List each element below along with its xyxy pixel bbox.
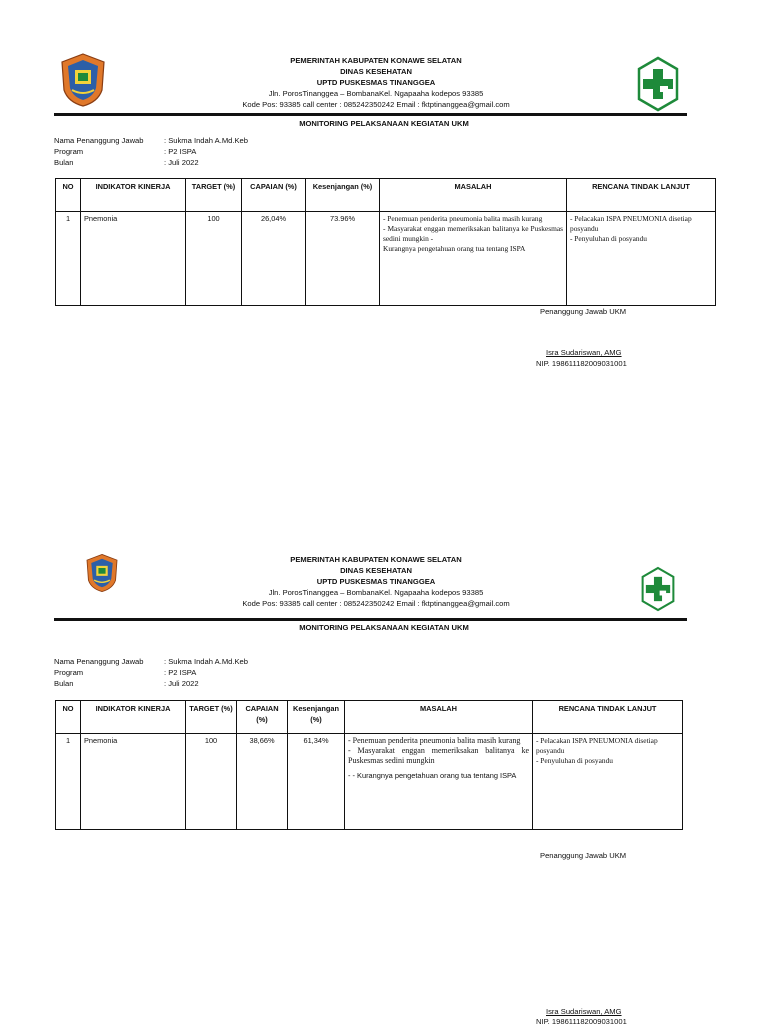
table-row xyxy=(56,212,716,306)
masalah-item: - - Kurangnya pengetahuan orang tua tentang ISPA xyxy=(348,771,517,780)
col-rencana: RENCANA TINDAK LANJUT xyxy=(567,179,716,212)
unit-name: UPTD PUSKESMAS TINANGGEA xyxy=(316,78,436,87)
col-capaian: CAPAIAN (%) xyxy=(237,701,288,734)
col-masalah: MASALAH xyxy=(345,701,533,734)
masalah-item: - Penemuan penderita pneumonia balita masih kurang xyxy=(383,214,543,223)
cell-kesenjangan: 61,34% xyxy=(288,734,345,830)
table-header-row xyxy=(56,179,716,212)
rencana-item: - Pelacakan ISPA PNEUMONIA disetiap posyandu xyxy=(536,736,658,755)
signature-role: Penanggung Jawab UKM xyxy=(540,307,627,316)
meta-block xyxy=(54,656,248,689)
col-target: TARGET (%) xyxy=(186,179,242,212)
header-rule xyxy=(54,618,687,621)
col-indikator: INDIKATOR KINERJA xyxy=(81,701,186,734)
contact: Kode Pos: 93385 call center : 085242350242 Email : fktptinanggea@gmail.com xyxy=(242,100,510,109)
col-no: NO xyxy=(56,701,81,734)
col-no: NO xyxy=(56,179,81,212)
meta-block xyxy=(54,135,248,168)
col-target: TARGET (%) xyxy=(186,701,237,734)
cell-indikator: Pnemonia xyxy=(81,734,186,830)
table-row xyxy=(56,734,683,830)
cell-no: 1 xyxy=(56,734,81,830)
unit-name: UPTD PUSKESMAS TINANGGEA xyxy=(316,577,436,586)
meta-row xyxy=(54,678,248,689)
meta-key: Nama Penanggung Jawab xyxy=(54,136,144,145)
signature-name: Isra Sudariswan, AMG xyxy=(546,1007,622,1016)
cell-capaian: 38,66% xyxy=(237,734,288,830)
cell-indikator: Pnemonia xyxy=(81,212,186,306)
meta-value: : Juli 2022 xyxy=(164,158,199,167)
cell-masalah xyxy=(345,734,533,830)
contact: Kode Pos: 93385 call center : 085242350242 Email : fktptinanggea@gmail.com xyxy=(242,599,510,608)
monitoring-table xyxy=(55,700,683,830)
cell-rencana xyxy=(533,734,683,830)
meta-row xyxy=(54,667,248,678)
meta-value: : Sukma Indah A.Md.Keb xyxy=(164,657,249,666)
masalah-item: - Penemuan penderita pneumonia balita masih kurang xyxy=(348,736,521,745)
col-masalah: MASALAH xyxy=(380,179,567,212)
meta-value: : Juli 2022 xyxy=(164,679,199,688)
cell-target: 100 xyxy=(186,212,242,306)
masalah-item: Kurangnya pengetahuan orang tua tentang ISPA xyxy=(383,244,526,253)
meta-row xyxy=(54,146,248,157)
meta-value: : P2 ISPA xyxy=(164,147,197,156)
rencana-item: - Pelacakan ISPA PNEUMONIA disetiap posyandu xyxy=(570,214,692,233)
masalah-item: - Masyarakat enggan memeriksakan balitanya ke Puskesmas sedini mungkin - xyxy=(383,224,563,243)
gov-name: PEMERINTAH KABUPATEN KONAWE SELATAN xyxy=(290,56,462,65)
address: Jln. PorosTinanggea – BombanaKel. Ngapaaha kodepos 93385 xyxy=(268,588,484,597)
cell-capaian: 26,04% xyxy=(242,212,306,306)
meta-key: Program xyxy=(54,668,84,677)
meta-row xyxy=(54,135,248,146)
meta-row xyxy=(54,656,248,667)
col-kesenjangan: Kesenjangan (%) xyxy=(288,701,345,734)
header-rule xyxy=(54,113,687,116)
col-rencana: RENCANA TINDAK LANJUT xyxy=(533,701,683,734)
col-capaian: CAPAIAN (%) xyxy=(242,179,306,212)
cell-target: 100 xyxy=(186,734,237,830)
address: Jln. PorosTinanggea – BombanaKel. Ngapaaha kodepos 93385 xyxy=(268,89,484,98)
signature-nip: NIP. 198611182009031001 xyxy=(536,359,627,368)
dept-name: DINAS KESEHATAN xyxy=(340,566,412,575)
rencana-item: - Penyuluhan di posyandu xyxy=(570,234,647,243)
meta-key: Bulan xyxy=(54,679,74,688)
signature-role: Penanggung Jawab UKM xyxy=(540,851,627,860)
signature-nip: NIP. 198611182009031001 xyxy=(536,1017,627,1026)
col-indikator: INDIKATOR KINERJA xyxy=(81,179,186,212)
page-title: MONITORING PELAKSANAAN KEGIATAN UKM xyxy=(299,623,469,632)
rencana-item: - Penyuluhan di posyandu xyxy=(536,756,613,765)
gov-name: PEMERINTAH KABUPATEN KONAWE SELATAN xyxy=(290,555,462,564)
dept-name: DINAS KESEHATAN xyxy=(340,67,412,76)
table-header-row xyxy=(56,701,683,734)
cell-masalah xyxy=(380,212,567,306)
meta-value: : P2 ISPA xyxy=(164,668,197,677)
monitoring-table xyxy=(55,178,716,306)
signature-name: Isra Sudariswan, AMG xyxy=(546,348,622,357)
meta-key: Program xyxy=(54,147,84,156)
meta-key: Bulan xyxy=(54,158,74,167)
page-title: MONITORING PELAKSANAAN KEGIATAN UKM xyxy=(299,119,469,128)
col-kesenjangan: Kesenjangan (%) xyxy=(306,179,380,212)
meta-key: Nama Penanggung Jawab xyxy=(54,657,144,666)
cell-no: 1 xyxy=(56,212,81,306)
meta-row xyxy=(54,157,248,168)
cell-rencana xyxy=(567,212,716,306)
masalah-item: - Masyarakat enggan memeriksakan balitanya ke Puskesmas sedini mungkin xyxy=(348,746,529,765)
cell-kesenjangan: 73.96% xyxy=(306,212,380,306)
meta-value: : Sukma Indah A.Md.Keb xyxy=(164,136,249,145)
